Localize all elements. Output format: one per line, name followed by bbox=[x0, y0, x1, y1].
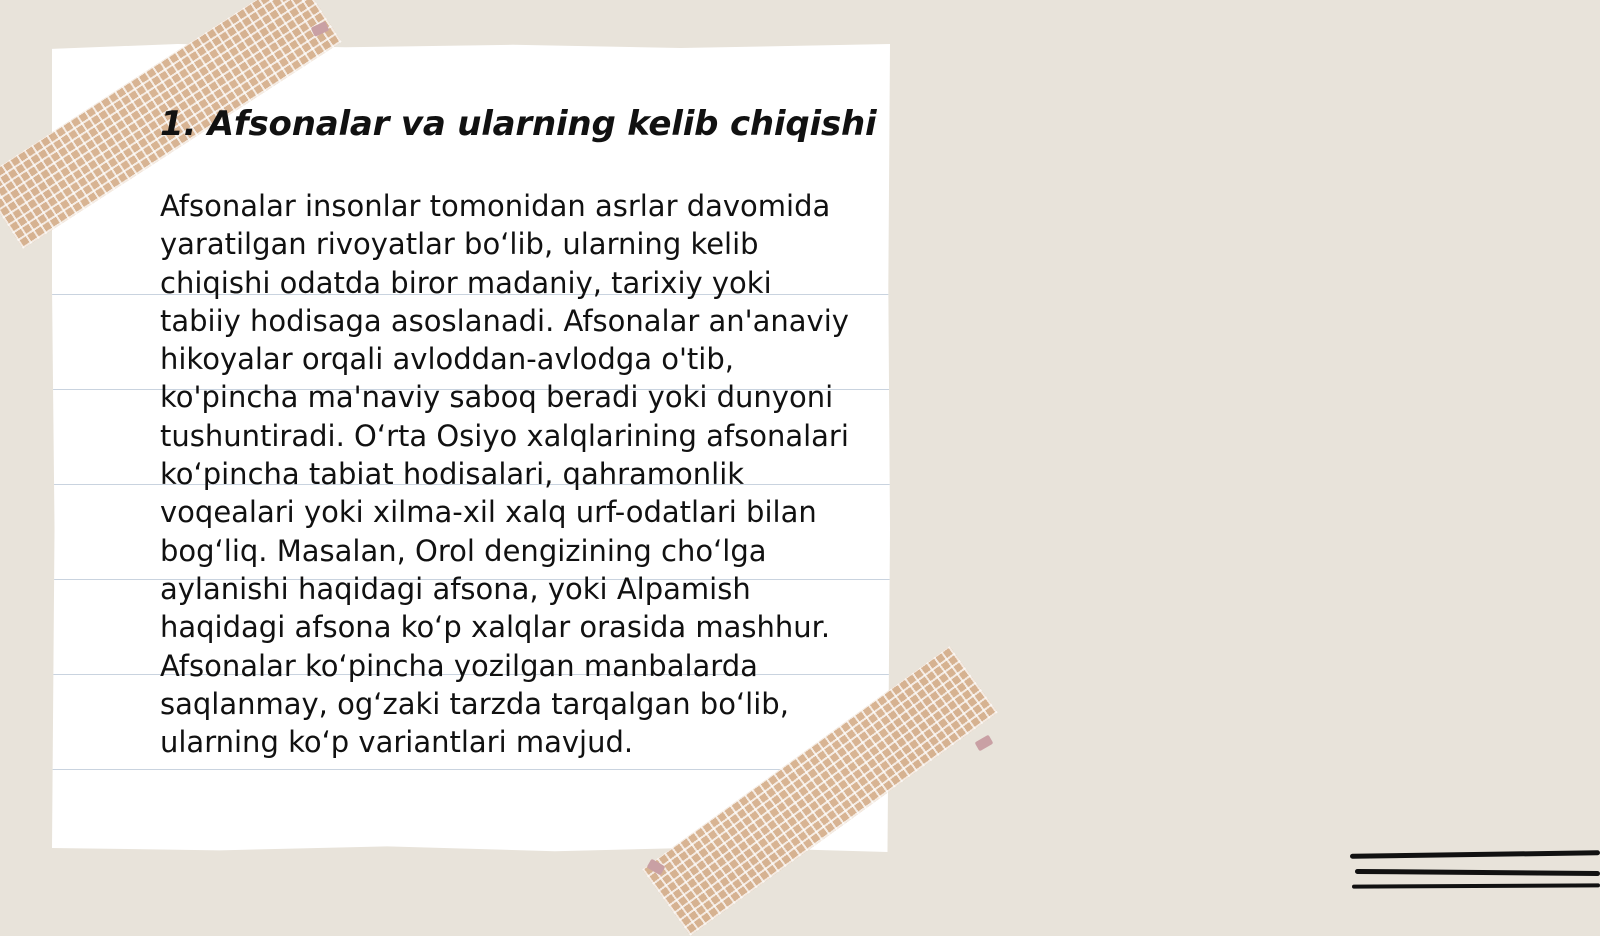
tape-tip-decoration bbox=[975, 735, 994, 752]
scribble-line bbox=[1352, 883, 1600, 888]
slide-body-text: Afsonalar insonlar tomonidan asrlar davomida yaratilgan rivoyatlar bo‘lib, ularning kelib chiqishi odatda biror madaniy, tarixiy yoki tabiiy hodisaga asoslanadi. Afsonalar an'anaviy hikoyalar orqali avloddan-avlodga o'tib, ko'pincha ma'naviy saboq beradi yoki dunyoni tushuntiradi. O‘rta Osiyo xalqlarining afsonalari ko‘pincha tabiat hodisalari, qahramonlik voqealari yoki xilma-xil xalq urf-odatlari bilan bog‘liq. Masalan, Orol dengizining cho‘lga aylanishi haqidagi afsona, yoki Alpamish haqidagi afsona ko‘p xalqlar orasida mashhur. Afsonalar ko‘pincha yozilgan manbalarda saqlanmay, og‘zaki tarzda tarqalgan bo‘lib, ularning ko‘p variantlari mavjud. bbox=[160, 189, 849, 760]
scribble-line bbox=[1355, 869, 1600, 876]
scribble-line bbox=[1350, 850, 1600, 858]
ruled-line bbox=[52, 769, 890, 770]
slide-title: 1. Afsonalar va ularning kelib chiqishi bbox=[160, 104, 877, 144]
